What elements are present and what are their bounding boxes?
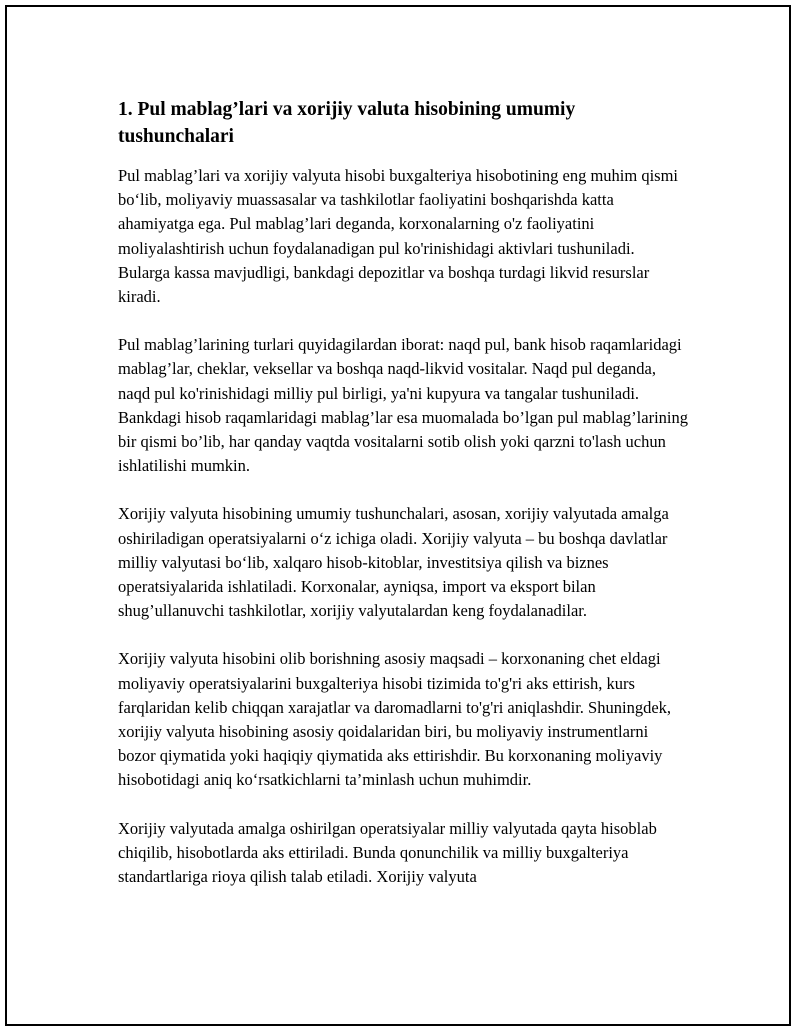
paragraph-5: Xorijiy valyutada amalga oshirilgan operatsiyalar milliy valyutada qayta hisoblab chiqilib, hisobotlarda aks ettiriladi. Bunda qonunchilik va milliy buxgalteriya standartlariga rioya qilish talab etiladi. Xorijiy valyuta [118, 818, 657, 887]
paragraph-2: Pul mablag’larining turlari quyidagilardan iborat: naqd pul, bank hisob raqamlaridagi mablag’lar, cheklar, veksellar va boshqa naqd-likvid vositalar. Naqd pul deganda, naqd pul ko'rinishidagi milliy pul birligi, ya'ni kupyura va tangalar tushuniladi. Bankdagi hisob raqamlaridagi mablag’lar esa muomalada bo’lgan pul mablag’larining bir qismi bo’lib, har qanday vaqtda vositalarni sotib olish yoki qarzni to'lash uchun ishlatilishi mumkin. [118, 335, 688, 476]
paragraph-3: Xorijiy valyuta hisobining umumiy tushunchalari, asosan, xorijiy valyutada amalga oshiriladigan operatsiyalarni o‘z ichiga oladi. Xorijiy valyuta – bu boshqa davlatlar milliy valyutasi bo‘lib, xalqaro hisob-kitoblar, investitsiya qilish va biznes operatsiyalarida ishlatiladi. Korxonalar, ayniqsa, import va eksport bilan shug’ullanuvchi tashkilotlar, xorijiy valyutalardan keng foydalanadilar. [118, 504, 669, 621]
document-body [118, 96, 688, 913]
paragraph-1: Pul mablag’lari va xorijiy valyuta hisobi buxgalteriya hisobotining eng muhim qismi bo‘lib, moliyaviy muassasalar va tashkilotlar faoliyatini boshqarishda katta ahamiyatga ega. Pul mablag’lari deganda, korxonalarning o'z faoliyatini moliyalashtirish uchun foydalanadigan pul ko'rinishidagi aktivlari tushuniladi. Bularga kassa mavjudligi, bankdagi depozitlar va boshqa turdagi likvid resurslar kiradi. [118, 166, 679, 307]
paragraph-4: Xorijiy valyuta hisobini olib borishning asosiy maqsadi – korxonaning chet eldagi moliyaviy operatsiyalarini buxgalteriya hisobi tizimida to'g'ri aks ettirish, kurs farqlaridan kelib chiqqan xarajatlar va daromadlarni to'g'ri aniqlashdir. Shuningdek, xorijiy valyuta hisobining asosiy qoidalaridan biri, bu moliyaviy instrumentlarni bozor qiymatida yoki haqiqiy qiymatida aks ettirishdir. Bu korxonaning moliyaviy hisobotidagi aniq ko‘rsatkichlarni ta’minlash uchun muhimdir. [118, 649, 672, 790]
section-heading: 1. Pul mablag’lari va xorijiy valuta hisobining umumiy tushunchalari [118, 99, 576, 147]
